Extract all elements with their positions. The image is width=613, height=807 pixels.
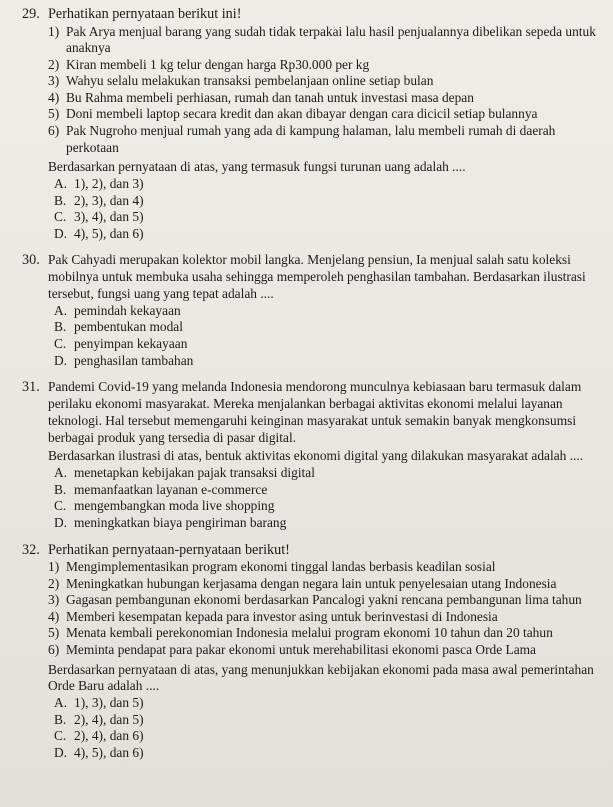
option-b[interactable]: B. memanfaatkan layanan e-commerce: [54, 481, 268, 497]
statement-item: 1) Mengimplementasikan program ekonomi tinggal landas berbasis keadilan sosial: [48, 559, 496, 575]
statement-item: 1) Pak Arya menjual barang yang sudah tidak terpakai lalu hasil penjualannya dibelikan sepeda untuk anaknya: [48, 23, 596, 56]
option-a[interactable]: A. pemindah kekayaan: [54, 302, 181, 318]
option-d[interactable]: D. penghasilan tambahan: [54, 352, 194, 368]
question-prompt: Berdasarkan pernyataan di atas, yang menunjukkan kebijakan ekonomi pada masa awal pemerintahan Orde Baru adalah ....: [48, 661, 594, 694]
option-b[interactable]: B. 2), 4), dan 5): [54, 711, 144, 727]
option-c[interactable]: C. 2), 4), dan 6): [54, 728, 144, 744]
option-b[interactable]: B. 2), 3), dan 4): [54, 192, 144, 208]
question-intro: Pandemi Covid-19 yang melanda Indonesia mendorong munculnya kebiasaan baru termasuk dalam perilaku ekonomi masyarakat. Mereka menjalankan berbagai aktivitas ekonomi melalui layanan teknologi. Hal tersebut memengaruhi keinginan masyarakat untuk semakin banyak mengkonsumsi berbagai produk yang tersedia di pasar digital.: [48, 379, 582, 445]
question-intro: Perhatikan pernyataan-pernyataan berikut!: [48, 541, 290, 558]
question-number: 29.: [22, 6, 40, 22]
question-prompt: Berdasarkan pernyataan di atas, yang termasuk fungsi turunan uang adalah ....: [48, 159, 466, 175]
question-number: 31.: [22, 379, 40, 396]
question-intro: Perhatikan pernyataan berikut ini!: [48, 6, 242, 22]
option-d[interactable]: D. meningkatkan biaya pengiriman barang: [54, 514, 287, 530]
statement-item: 4) Bu Rahma membeli perhiasan, rumah dan tanah untuk investasi masa depan: [48, 89, 474, 105]
option-a[interactable]: A. 1), 3), dan 5): [54, 695, 144, 711]
statement-item: 5) Menata kembali perekonomian Indonesia melalui program ekonomi 10 tahun dan 20 tahun: [48, 625, 553, 641]
statement-item: 2) Meningkatkan hubungan kerjasama dengan negara lain untuk penyelesaian utang Indonesia: [48, 575, 557, 591]
question-30: [22, 252, 601, 369]
option-c[interactable]: C. 3), 4), dan 5): [54, 209, 144, 225]
question-29: [22, 6, 601, 242]
statement-item: 3) Wahyu selalu melakukan transaksi pembelanjaan online setiap bulan: [48, 73, 434, 89]
option-a[interactable]: A. 1), 2), dan 3): [54, 176, 144, 192]
option-c[interactable]: C. penyimpan kekayaan: [54, 336, 188, 351]
statement-item: 5) Doni membeli laptop secara kredit dan akan dibayar dengan cara dicicil setiap bulannya: [48, 106, 538, 122]
statement-item: 2) Kiran membeli 1 kg telur dengan harga Rp30.000 per kg: [48, 56, 370, 72]
option-a[interactable]: A. menetapkan kebijakan pajak transaksi digital: [54, 465, 315, 481]
question-32: [22, 542, 601, 762]
question-intro: Pak Cahyadi merupakan kolektor mobil langka. Menjelang pensiun, Ia menjual salah satu koleksi mobilnya untuk membuka usaha sehingga memperoleh penghasilan tambahan. Berdasarkan ilustrasi tersebut, fungsi uang yang tepat adalah ....: [48, 252, 586, 302]
question-number: 32.: [22, 541, 40, 558]
statement-item: 3) Gagasan pembangunan ekonomi berdasarkan Pancalogi yakni rencana pembangunan lima tahun: [48, 592, 582, 608]
question-31: [22, 379, 601, 531]
option-d[interactable]: D. 4), 5), dan 6): [54, 225, 144, 241]
statement-item: 6) Pak Nugroho menjual rumah yang ada di kampung halaman, lalu membeli rumah di daerah perkotaan: [48, 123, 556, 155]
option-b[interactable]: B. pembentukan modal: [54, 319, 183, 335]
question-prompt: Berdasarkan ilustrasi di atas, bentuk aktivitas ekonomi digital yang dilakukan masyarakat adalah ....: [48, 448, 584, 464]
option-d[interactable]: D. 4), 5), dan 6): [54, 744, 144, 760]
statement-item: 4) Memberi kesempatan kepada para investor asing untuk berinvestasi di Indonesia: [48, 608, 498, 624]
statement-item: 6) Meminta pendapat para pakar ekonomi untuk merehabilitasi ekonomi pasca Orde Lama: [48, 642, 536, 658]
option-c[interactable]: C. mengembangkan moda live shopping: [54, 498, 275, 514]
question-number: 30.: [22, 252, 40, 269]
